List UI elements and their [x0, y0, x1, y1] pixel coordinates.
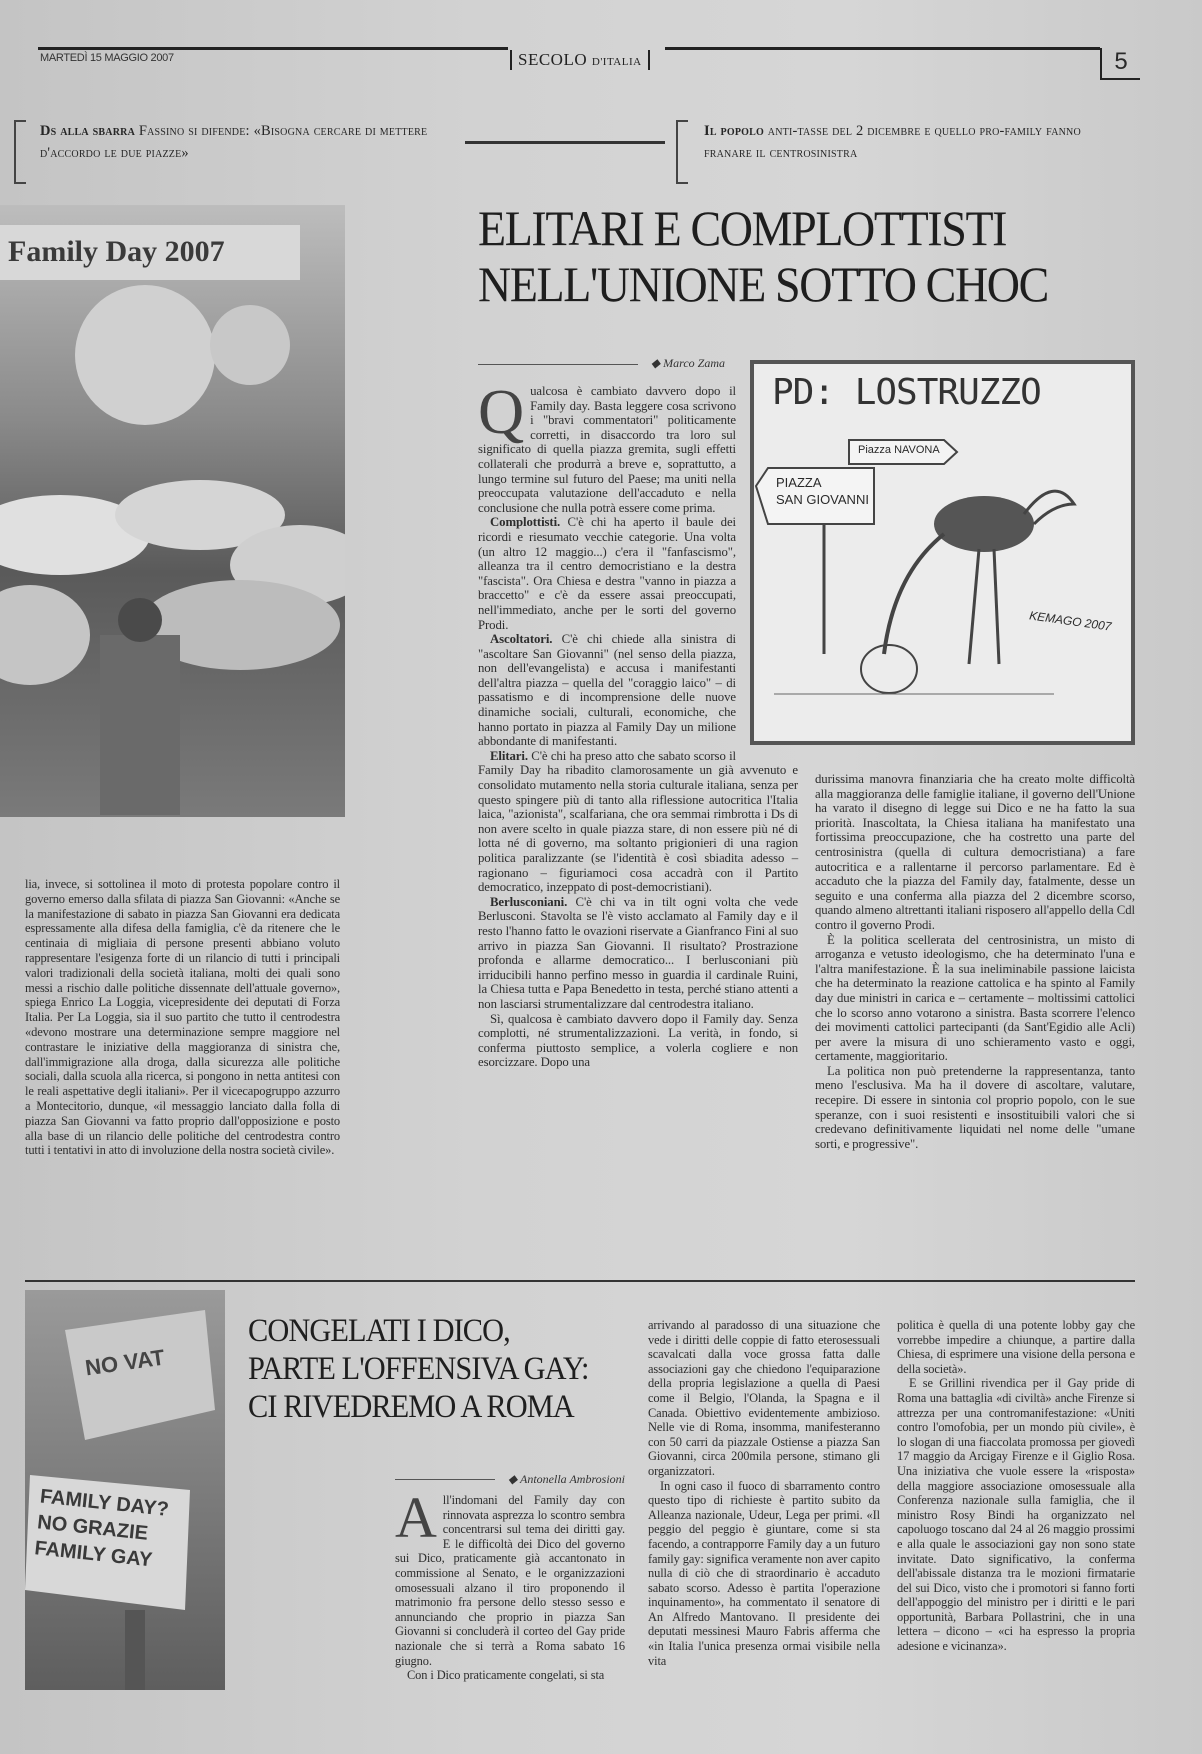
kicker-left-text: Fassino si difende: «Bisogna cercare di mettere d'accordo le due piazze»	[40, 123, 428, 161]
byline-rule	[478, 364, 638, 365]
kicker-right	[704, 120, 1124, 164]
masthead-name-small: D'ITALIA	[591, 56, 642, 68]
kicker-right-lead: Il popolo	[704, 123, 764, 139]
sign-line: FAMILY DAY?	[38, 1485, 170, 1521]
sign-no-vat: NO VAT	[83, 1344, 167, 1381]
ostrich-drawing	[754, 364, 1131, 741]
sign-san-giovanni	[776, 474, 869, 508]
left-article-continuation	[25, 877, 340, 1158]
paragraph-text: C'è chi ha preso atto che sabato scorso il Family Day ha ribadito clamorosamente un già avvenuto e consolidato mutamento nella storia culturale italiana, senza per questo spingere più di tanto alla riflessione autocritica l'Italia laica, "azionista", scalfariana, che ora semmai rimbrotta i Ds di non avere scelto in quale piazza stare, di non essere più né di lotta né di governo, ma soltanto prigionieri di una ragion politica paralizzante (se l'identità è così sbiadita adesso – ragionano – figuriamoci cosa accadrà con il Partito democratico, inzeppato di post-democristiani).	[478, 748, 798, 895]
byline-rule	[395, 1479, 495, 1480]
political-cartoon	[750, 360, 1135, 745]
paragraph-lead: Elitari.	[490, 748, 528, 763]
sign-line: SAN GIOVANNI	[776, 492, 869, 507]
paragraph: È la politica scellerata del centrosinistra, un misto di arroganza e vetusto ideologismo, che ha determinato l'una e l'altra manifestazione. È la sua ineliminabile passione laicista che ha determinato la reazione cattolica e ha spinto al Family day due ministri in carica e – certamente – moltissimi cattolici che lo scorso anno votarono a sinistra. Basta scorrere l'elenco dei movimenti cattolici partecipanti (da Sant'Egidio alle Acli) per avere la misura di uno schieramento vasto e oggi, certamente, maggioritario.	[815, 932, 1135, 1064]
main-article-col2	[815, 772, 1135, 1151]
paragraph-text: C'è chi va in tilt ogni volta che vede Berlusconi. Stavolta se l'è visto acclamato al Family day e il resto l'hanno fatto le ovazioni riservate a Gianfranco Fini al suo arrivo in piazza San Giovanni. Il risultato? Prostrazione profonda e allarme democratico... I berlusconiani più irriducibili hanno perfino messo in guardia il cardinale Ruini, la Chiesa tutta e Papa Benedetto in testa, perché stiano attenti a non lasciarsi strumentalizzare dal centrodestra italiano.	[478, 894, 798, 1011]
main-headline-line2: NELL'UNIONE SOTTO CHOC	[478, 256, 1048, 312]
dropcap: Q	[478, 376, 525, 447]
sign-line: FAMILY GAY	[33, 1537, 154, 1572]
headline-line: CI RIVEDREMO A ROMA	[248, 1389, 574, 1425]
paragraph: E se Grillini rivendica per il Gay pride di Roma una battaglia «di civiltà» anche Firenze si attrezza per una contromanifestazione: «Uniti contro l'omofobia, per un mondo più civile», è lo slogan di una fiaccolata promossa per giovedì 17 maggio da Arcigay Firenze e il Giglio Rosa. Una iniziativa che vuole essere la «risposta» della maggiore associazione omosessuale alla Conferenza nazionale sulla famiglia, che il ministro Rosy Bindi ha organizzato nel capoluogo toscano dal 24 al 26 maggio prossimi e alla quale le associazioni gay non sono state invitate. Dato significativo, la conferma dell'abissale distanza tra le mozioni firmatarie del sui Dico, visto che i promotori si fanno forti dell'appoggio del ministro per i diritti e le pari opportunità, Barbara Pollastrini, che in una lettera – dicono – «ci ha espresso la propria adesione e vicinanza».	[897, 1376, 1135, 1654]
paragraph: La politica non può pretenderne la rappresentanza, tanto meno l'esclusiva. Ma ha il dovere di ascoltare, valutare, recepire. Di essere in sintonia col proprio popolo, con le sue speranze, con i suoi resistenti e insostituibili valori che si credevano definitivamente liquidati nel nome delle "umane sorti, e progressive".	[815, 1063, 1135, 1151]
kicker-left	[40, 120, 440, 164]
paragraph: arrivando al paradosso di una situazione che vede i diritti delle coppie di fatto eterosessuali scavalcati dalla voce grossa fatta dalle associazioni gay che chiedono l'equiparazione della propria legislazione a quella di Paesi come il Belgio, l'Olanda, la Spagna e il Canada. Obiettivo evidentemente ambizioso. Nelle vie di Roma, insomma, manifesteranno con 50 carri da piazzale Ostiense a piazza San Giovanni, circa 200mila persone, stimano gli organizzatori.	[648, 1318, 880, 1478]
paragraph-text: Sì, qualcosa è cambiato davvero dopo il Family day. Senza complotti, né strumentalizzazioni. La verità, in fondo, si conferma piuttosto semplice, a volerla cogliere e non esorcizzare. Dopo una	[478, 1011, 798, 1070]
sign-navona: Piazza NAVONA	[858, 444, 940, 456]
paragraph: durissima manovra finanziaria che ha creato molte difficoltà alla maggioranza delle famiglie italiane, il governo dell'Unione ha varato il disegno di legge sui Dico e ne ha fatto la sua priorità. Inascoltata, la Chiesa italiana ha manifestato una fortissima preoccupazione, che ha costretto una parte del centrosinistra (quella di cultura democristiana) a fare autocritica e a rallentarne il percorso parlamentare. Ed è accaduto che la piazza del Family day, fatalmente, desse un seguito e una conferma alla piazza del 2 dicembre scorso, quando almeno altrettanti italiani risposero all'appello della Cdl contro il governo Prodi.	[815, 772, 1135, 932]
gay-pride-protest-photo	[25, 1290, 225, 1690]
paragraph-text: ualcosa è cambiato davvero dopo il Family day. Basta leggere cosa scrivono i "bravi commentatori" politicamente corretti, in disaccordo tra loro sul significato di quella piazza gremita, sugli effetti collaterali che produrrà a breve e, soprattutto, a lungo termine sul futuro del Paese; ma uniti nella preoccupata valutazione dell'accaduto e nella conclusione che nulla potrà essere come prima.	[478, 384, 736, 515]
paragraph: politica è quella di una potente lobby gay che vorrebbe impedire a chiunque, a partire dalla Chiesa, di esprimere una visione della persona e della società».	[897, 1318, 1135, 1376]
sign-line: NO GRAZIE	[36, 1511, 150, 1545]
masthead-name: SECOLO	[518, 50, 588, 69]
issue-date: MARTEDÌ 15 MAGGIO 2007	[40, 52, 174, 64]
header-rule-right	[665, 47, 1100, 50]
paragraph	[478, 749, 798, 895]
main-byline: ◆ Marco Zama	[650, 356, 725, 370]
page-number: 5	[1100, 48, 1140, 80]
paragraph-text: C'è chi ha aperto il baule dei ricordi e riesumato vecchie categorie. Una volta (un altro 12 maggio...) c'era il "fanfascismo", alleanza tra il centro democristiano e la destra "fascista". Ora Chiesa e destra "vanno in piazza a braccetto" e c'è da essere assai preoccupati, nell'immediato, anche per le sorti del governo Prodi.	[478, 515, 736, 632]
section-divider	[25, 1280, 1135, 1282]
second-byline: ◆ Antonella Ambrosioni	[507, 1472, 625, 1486]
header-rule-left	[38, 47, 508, 50]
dropcap: A	[395, 1485, 437, 1550]
paragraph: In ogni caso il fuoco di sbarramento contro questo tipo di richieste è partito subito da Alleanza nazionale, Udeur, Lega per primi. «Il peggio del peggio è giuntare, come si sta facendo, a contrapporre Family day a un futuro family gay: significa veramente non aver capito nulla di ciò che di straordinario è accaduto sabato scorso. Adesso è partita l'operazione inquinamento», ha commentato il senatore di An Alfredo Mantovano. Il presidente dei deputati messinesi Mauro Fabris afferma che «in Italia l'unica presenza ormai visibile nella vita	[648, 1478, 881, 1668]
paragraph	[395, 1485, 625, 1668]
photo-banner-text: Family Day 2007	[8, 235, 225, 268]
second-article-col1	[395, 1485, 625, 1683]
headline-line: CONGELATI I DICO,	[248, 1313, 510, 1349]
protest-sign	[33, 1483, 170, 1574]
paragraph: Con i Dico praticamente congelati, si sta	[407, 1668, 605, 1683]
paragraph-lead: Berlusconiani.	[490, 894, 568, 909]
paragraph-lead: Complottisti.	[490, 515, 561, 530]
second-article-col2	[648, 1318, 880, 1668]
cartoonist-signature: KEMAGO 2007	[1028, 608, 1113, 634]
photo-illustration	[0, 205, 345, 817]
main-author: Marco Zama	[663, 356, 725, 370]
second-author: Antonella Ambrosioni	[520, 1472, 625, 1486]
main-headline-line1: ELITARI E COMPLOTTISTI	[478, 200, 1007, 256]
paragraph	[478, 1012, 798, 1070]
main-headline	[478, 200, 1048, 312]
paragraph-text: C'è chi chiede alla sinistra di "ascoltare San Giovanni" (nel senso della piazza, non dell'evangelista) e accusa i manifestanti dell'altra piazza – quella del "coraggio laico" – di passatismo e di incomprensione delle nuove dinamiche sociali, culturali, economiche, che hanno portato in piazza al Family Day un milione abbondante di manifestanti.	[478, 632, 736, 749]
paragraph-lead: Ascoltatori.	[490, 632, 553, 647]
bracket-right	[676, 120, 688, 184]
second-headline	[248, 1312, 589, 1426]
family-day-crowd-photo	[0, 205, 345, 817]
second-article-col3	[897, 1318, 1135, 1654]
cartoon-title: PD: LOSTRUZZO	[772, 372, 1041, 413]
kicker-divider	[465, 141, 665, 144]
sign-line: PIAZZA	[776, 475, 822, 490]
kicker-right-text: anti-tasse del 2 dicembre e quello pro-family fanno franare il centrosinistra	[704, 123, 1081, 161]
paragraph	[478, 895, 798, 1012]
paragraph: lia, invece, si sottolinea il moto di protesta popolare contro il governo emerso dalla sfilata di piazza San Giovanni: «Anche se la manifestazione di sabato in piazza San Giovanni era dedicata espressamente alla difesa della famiglia, c'è da ritenere che le centinaia di migliaia di persone presenti abbiano voluto rappresentare l'esigenza forte di un rilancio di tutti i principali valori tradizionali della società italiana, molti dei quali sono messi a rischio dalle politiche dissennate dell'attuale governo», spiega Enrico La Loggia, vicepresidente dei deputati di Forza Italia. Per La Loggia, sia il suo partito che tutto il centrodestra «devono mostrare una determinazione sempre maggiore nel contrastare le iniziative della maggioranza di sinistra che, dall'immigrazione alla droga, dalla sicurezza alle politiche sociali, dalla scuola alla ricerca, si pongono in netta antitesi con le reali aspettative degli italiani». Per il vicecapogruppo azzurro a Montecitorio, dunque, «il messaggio lanciato dalla folla di piazza San Giovanni va fatto proprio dall'opposizione e posto alla base di un rilancio delle politiche del centrodestra contro tutti i tentativi in atto di involuzione della nostra società civile».	[25, 877, 340, 1158]
paragraph-text: ll'indomani del Family day con rinnovata asprezza lo scontro sembra concentrarsi sul tema dei diritti gay. E le difficoltà dei Dico del governo sui Dico, praticamente già accantonato in commissione al Senato, e le organizzazioni omosessuali alzano il tiro proponendo il matrimonio fra persone dello stesso sesso e annunciando che proprio in piazza San Giovanni si concluderà il corteo del Gay pride nazionale che si terrà a Roma sabato 16 giugno.	[395, 1493, 625, 1668]
bracket-left	[14, 120, 26, 184]
headline-line: PARTE L'OFFENSIVA GAY:	[248, 1351, 589, 1387]
kicker-left-lead: Ds alla sbarra	[40, 123, 135, 139]
masthead	[510, 50, 650, 70]
